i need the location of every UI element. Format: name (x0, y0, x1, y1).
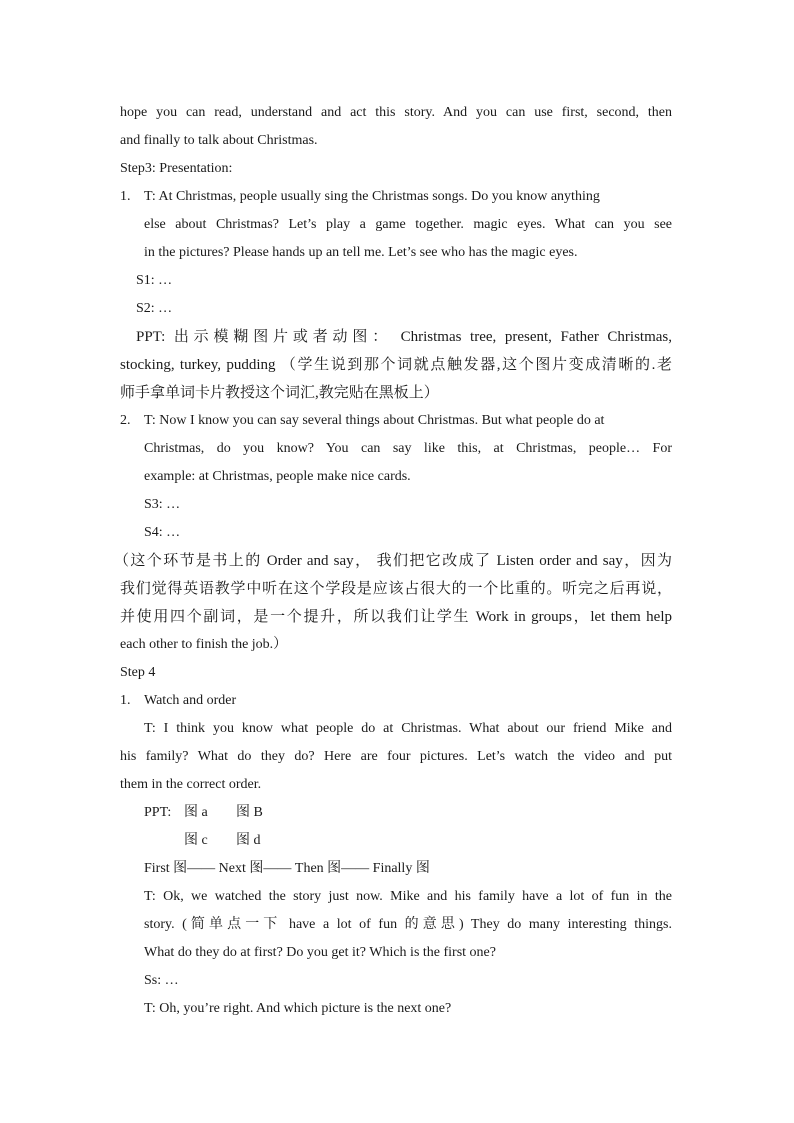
student-response: S2: … (136, 301, 173, 316)
section-heading: Step 4 (120, 665, 156, 680)
text-line: hope you can read, understand and act this story. And you can use first, second, then (120, 105, 672, 120)
picture-label: 图 a (184, 805, 208, 820)
student-response: S3: … (144, 497, 181, 512)
ppt-row (120, 827, 672, 855)
item-number: 1. (120, 693, 131, 708)
item-number: 1. (120, 189, 131, 204)
text-line: 并使用四个副词，是一个提升，所以我们让学生 Work in groups，let them help (120, 609, 672, 625)
text-line: T: Now I know you can say several things about Christmas. But what people do at (144, 413, 605, 428)
numbered-item (120, 407, 672, 435)
text-line: 我们觉得英语教学中听在这个学段是应该占很大的一个比重的。听完之后再说， (120, 581, 672, 597)
text-line: What do they do at first? Do you get it? Which is the first one? (144, 945, 496, 960)
item-number: 2. (120, 413, 131, 428)
text-line: T: Ok, we watched the story just now. Mike and his family have a lot of fun in the (144, 889, 672, 904)
text-line: First 图—— Next 图—— Then 图—— Finally 图 (144, 861, 430, 876)
text-line: them in the correct order. (120, 777, 262, 792)
text-line: and finally to talk about Christmas. (120, 133, 318, 148)
numbered-item (120, 183, 672, 211)
text-line: 师手拿单词卡片教授这个词汇,教完贴在黑板上） (120, 385, 439, 401)
text-line: T: I think you know what people do at Christmas. What about our friend Mike and (144, 721, 672, 736)
section-heading: Step3: Presentation: (120, 161, 233, 176)
text-line: in the pictures? Please hands up an tell me. Let’s see who has the magic eyes. (144, 245, 578, 260)
text-line: PPT: 出示模糊图片或者动图： Christmas tree, present, Father Christmas, (136, 329, 672, 345)
text-line: T: Oh, you’re right. And which picture is the next one? (144, 1001, 452, 1016)
text-line: （这个环节是书上的 Order and say， 我们把它改成了 Listen order and say，因为 (114, 553, 672, 569)
student-response: S4: … (144, 525, 181, 540)
text-line: his family? What do they do? Here are four pictures. Let’s watch the video and put (120, 749, 672, 764)
student-response: Ss: … (144, 973, 179, 988)
text-line: Watch and order (144, 693, 237, 708)
text-line: story. (简单点一下 have a lot of fun 的意思) They do many interesting things. (144, 917, 672, 932)
student-response: S1: … (136, 273, 173, 288)
document-body (114, 99, 672, 1023)
ppt-label: PPT: (144, 805, 172, 820)
text-line: else about Christmas? Let’s play a game together. magic eyes. What can you see (144, 217, 672, 232)
text-line: example: at Christmas, people make nice cards. (144, 469, 411, 484)
picture-label: 图 d (236, 833, 261, 848)
picture-label: 图 B (236, 805, 263, 820)
numbered-item (120, 687, 672, 715)
ppt-row (120, 799, 672, 827)
text-line: stocking, turkey, pudding （学生说到那个词就点触发器,这个图片变成清晰的.老 (120, 357, 672, 373)
text-line: each other to finish the job.） (120, 637, 288, 652)
text-line: T: At Christmas, people usually sing the Christmas songs. Do you know anything (144, 189, 600, 204)
picture-label: 图 c (184, 833, 208, 848)
text-line: Christmas, do you know? You can say like this, at Christmas, people… For (144, 441, 672, 456)
